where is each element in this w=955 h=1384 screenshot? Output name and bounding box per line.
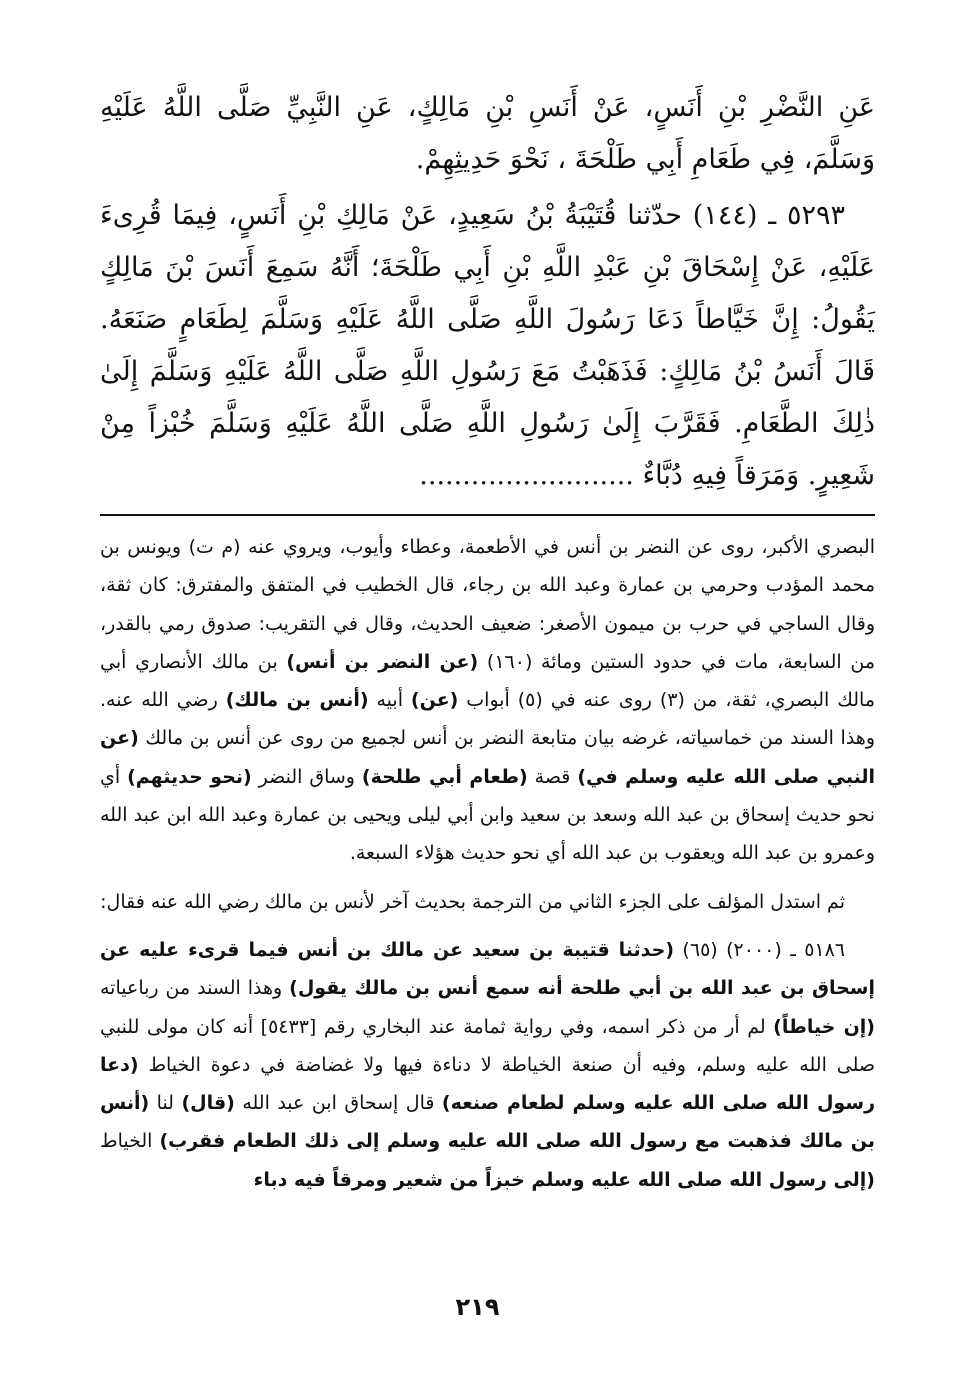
commentary-segment: ٥١٨٦ ـ (٢٠٠٠) (٦٥) xyxy=(674,938,846,961)
commentary-segment: لم أر من ذكر اسمه، وفي رواية ثمامة عند البخاري رقم [٥٤٣٣] أنه كان مولى للنبي صلى الله عليه وسلم، وفيه أن صنعة الخياطة لا دناءة فيها ولا غضاضة في دعوة الخياط xyxy=(100,1015,875,1076)
hadith-paragraph: ٥٢٩٣ ـ (١٤٤) حدّثنا قُتَيْبَةُ بْنُ سَعِيدٍ، عَنْ مَالِكِ بْنِ أَنَسٍ، فِيمَا قُرِىءَ عَلَيْهِ، عَنْ إِسْحَاقَ بْنِ عَبْدِ اللَّهِ بْنِ أَبِي طَلْحَةَ؛ أَنَّهُ سَمِعَ أَنَسَ بْنَ مَالِكٍ يَقُولُ: إِنَّ خَيَّاطاً دَعَا رَسُولَ اللَّهِ صَلَّى اللَّهُ عَلَيْهِ وَسَلَّمَ لِطَعَامٍ صَنَعَهُ. قَالَ أَنَسُ بْنُ مَالِكٍ: فَذَهَبْتُ مَعَ رَسُولِ اللَّهِ صَلَّى اللَّهُ عَلَيْهِ وَسَلَّمَ إِلَىٰ ذٰلِكَ الطَّعَامِ. فَقَرَّبَ إِلَىٰ رَسُولِ اللَّهِ صَلَّى اللَّهُ عَلَيْهِ وَسَلَّمَ خُبْزاً مِنْ شَعِيرٍ. وَمَرَقاً فِيهِ دُبَّاءٌ ......................... xyxy=(100,200,875,491)
quoted-matn-segment: (أنس بن مالك) xyxy=(225,689,369,712)
quoted-matn-segment: (عن) xyxy=(410,689,459,712)
commentary-paragraph xyxy=(100,931,875,1199)
quoted-matn-segment: (طعام أبي طلحة) xyxy=(361,765,528,788)
commentary-segment: قال إسحاق ابن عبد الله xyxy=(234,1092,442,1115)
quoted-matn-segment: (عن النبي صلى الله عليه وسلم في) xyxy=(100,727,875,788)
quoted-matn-segment: (أنس بن مالك فذهبت مع رسول الله صلى الله عليه وسلم إلى ذلك الطعام فقرب) xyxy=(100,1092,876,1153)
quoted-matn-segment: (نحو حديثهم) xyxy=(127,765,252,788)
commentary-segment: قصة xyxy=(527,765,578,788)
quoted-matn-segment: (قال) xyxy=(181,1092,235,1115)
quoted-matn-segment: (حدثنا قتيبة بن سعيد عن مالك بن أنس فيما قرىء عليه عن إسحاق بن عبد الله بن أبي طلحة أنه سمع أنس بن مالك يقول) xyxy=(100,938,876,1000)
page-number: ٢١٩ xyxy=(455,1293,500,1321)
commentary-segment: رضي الله عنه. وهذا السند من خماسياته، غرضه بيان متابعة النضر بن أنس لجميع من روى عن أنس بن مالك xyxy=(100,689,875,750)
hadith-paragraph: عَنِ النَّضْرِ بْنِ أَنَسٍ، عَنْ أَنَسِ بْنِ مَالِكٍ، عَنِ النَّبِيِّ صَلَّى اللَّهُ عَلَيْهِ وَسَلَّمَ، فِي طَعَامِ أَبِي طَلْحَةَ ، نَحْوَ حَدِيثِهِمْ. xyxy=(100,92,875,175)
commentary xyxy=(100,528,875,1199)
quoted-matn-segment: (إلى رسول الله صلى الله عليه وسلم خبزاً من شعير ومرقاً فيه دباء xyxy=(253,1168,875,1191)
commentary-segment: أي نحو حديث إسحاق بن عبد الله وسعد بن سعيد وابن أبي ليلى ويحيى بن عمارة وعبد الله ابن عبد الله وعمرو بن عبد الله ويعقوب بن عبد الله أي نحو حديث هؤلاء السبعة. xyxy=(100,765,875,865)
commentary-segment: أبيه xyxy=(368,689,411,712)
commentary-segment: بن مالك الأنصاري أبي مالك البصري، ثقة، من (٣) روى عنه في (٥) أبواب xyxy=(100,650,875,712)
commentary-paragraph xyxy=(100,528,875,873)
book-page xyxy=(100,82,875,1199)
quoted-matn-segment: (دعا رسول الله صلى الله عليه وسلم لطعام صنعه) xyxy=(100,1053,876,1115)
commentary-segment: وهذا السند من رباعياته xyxy=(100,977,290,1000)
commentary-paragraph: ثم استدل المؤلف على الجزء الثاني من الترجمة بحديث آخر لأنس بن مالك رضي الله عنه فقال: xyxy=(100,890,845,913)
commentary-segment: لنا xyxy=(149,1092,182,1115)
footnote-divider xyxy=(100,514,875,516)
main-hadith-text xyxy=(100,82,875,502)
quoted-matn-segment: (عن النضر بن أنس) xyxy=(286,650,479,673)
quoted-matn-segment: (إن خياطاً) xyxy=(773,1015,875,1038)
commentary-segment: وساق النضر xyxy=(251,765,362,788)
commentary-segment: البصري الأكبر، روى عن النضر بن أنس في الأطعمة، وعطاء وأيوب، ويروي عنه (م ت) ويونس بن محمد المؤدب وحرمي بن عمارة وعبد الله بن رجاء، قال الخطيب في المتفق والمفترق: كان ثقة، وقال الساجي في حرب بن ميمون الأصغر: ضعيف الحديث، وقال في التقريب: صدوق رمي بالقدر، من السابعة، مات في حدود الستين ومائة (١٦٠) xyxy=(100,536,876,673)
commentary-segment: الخياط xyxy=(100,1130,160,1153)
